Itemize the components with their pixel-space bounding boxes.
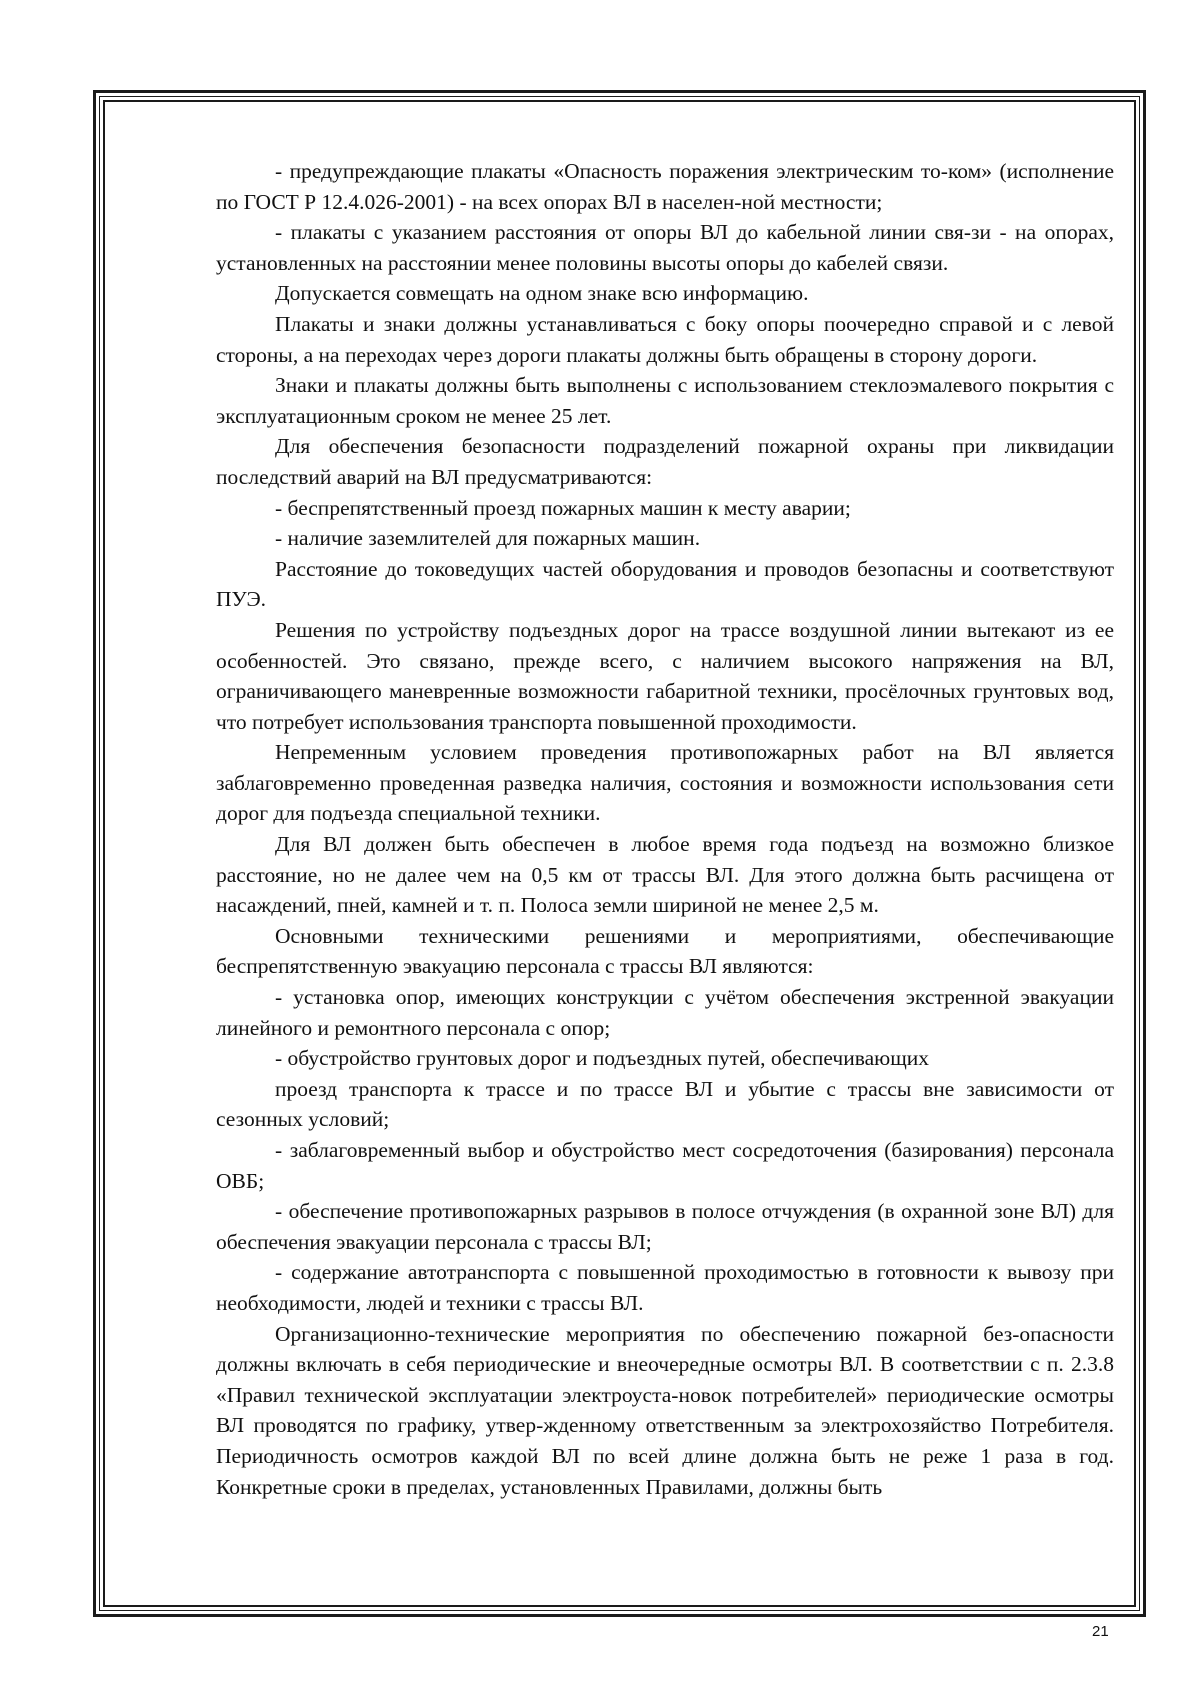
paragraph: - плакаты с указанием расстояния от опоры ВЛ до кабельной линии свя-зи - на опорах, установленных на расстоянии менее половины высоты опоры до кабелей связи. xyxy=(216,220,1114,275)
list-item: - установка опор, имеющих конструкции с учётом обеспечения экстренной эвакуации линейного и ремонтного персонала с опор; xyxy=(216,985,1114,1040)
paragraph: Решения по устройству подъездных дорог на трассе воздушной линии вытекают из ее особенностей. Это связано, прежде всего, с наличием высокого напряжения на ВЛ, ограничивающего маневренные возможности габаритной техники, просёлочных грунтовых вод, что потребует использования транспорта повышенной проходимости. xyxy=(216,617,1114,734)
paragraph: - предупреждающие плакаты «Опасность поражения электрическим то-ком» (исполнение по ГОСТ Р 12.4.026-2001) - на всех опорах ВЛ в населен-ной местности; xyxy=(216,159,1114,214)
list-item: - обеспечение противопожарных разрывов в полосе отчуждения (в охранной зоне ВЛ) для обеспечения эвакуации персонала с трассы ВЛ; xyxy=(216,1199,1114,1254)
list-item: - наличие заземлителей для пожарных машин. xyxy=(275,526,701,551)
page-number: 21 xyxy=(1092,1623,1109,1640)
paragraph: Знаки и плакаты должны быть выполнены с использованием стеклоэмалевого покрытия с эксплуатационным сроком не менее 25 лет. xyxy=(216,373,1114,428)
paragraph: Для обеспечения безопасности подразделений пожарной охраны при ликвидации последствий аварий на ВЛ предусматриваются: xyxy=(216,434,1114,489)
paragraph: Непременным условием проведения противопожарных работ на ВЛ является заблаговременно проведенная разведка наличия, состояния и возможности использования сети дорог для подъезда специальной техники. xyxy=(216,740,1114,826)
paragraph: Расстояние до токоведущих частей оборудования и проводов безопасны и соответствуют ПУЭ. xyxy=(216,556,1114,612)
paragraph: Основными техническими решениями и мероприятиями, обеспечивающие беспрепятственную эвакуацию персонала с трассы ВЛ являются: xyxy=(216,923,1114,979)
paragraph: Для ВЛ должен быть обеспечен в любое время года подъезд на возможно близкое расстояние, но не далее чем на 0,5 км от трассы ВЛ. Для этого должна быть расчищена от насаждений, пней, камней и т. п. Полоса земли шириной не менее 2,5 м. xyxy=(216,832,1114,918)
list-item: - обустройство грунтовых дорог и подъездных путей, обеспечивающих xyxy=(275,1046,930,1071)
list-item: - содержание автотранспорта с повышенной проходимостью в готовности к вывозу при необходимости, людей и техники с трассы ВЛ. xyxy=(216,1260,1114,1315)
paragraph: Допускается совмещать на одном знаке всю информацию. xyxy=(275,281,809,306)
paragraph: проезд транспорта к трассе и по трассе ВЛ и убытие с трассы вне зависимости от сезонных условий; xyxy=(216,1076,1114,1132)
list-item: - беспрепятственный проезд пожарных машин к месту аварии; xyxy=(275,495,851,520)
document-body xyxy=(216,156,1114,1502)
paragraph: Организационно-технические мероприятия по обеспечению пожарной без-опасности должны включать в себя периодические и внеочередные осмотры ВЛ. В соответствии с п. 2.3.8 «Правил технической эксплуатации электроуста-новок потребителей» периодические осмотры ВЛ проводятся по графику, утвер-жденному ответственным за электрохозяйство Потребителя. Периодичность осмотров каждой ВЛ по всей длине должна быть не реже 1 раза в год. Конкретные сроки в пределах, установленных Правилами, должны быть xyxy=(216,1321,1114,1499)
list-item: - заблаговременный выбор и обустройство мест сосредоточения (базирования) персонала ОВБ; xyxy=(216,1138,1114,1193)
paragraph: Плакаты и знаки должны устанавливаться с боку опоры поочередно справой и с левой стороны, а на переходах через дороги плакаты должны быть обращены в сторону дороги. xyxy=(216,311,1114,367)
